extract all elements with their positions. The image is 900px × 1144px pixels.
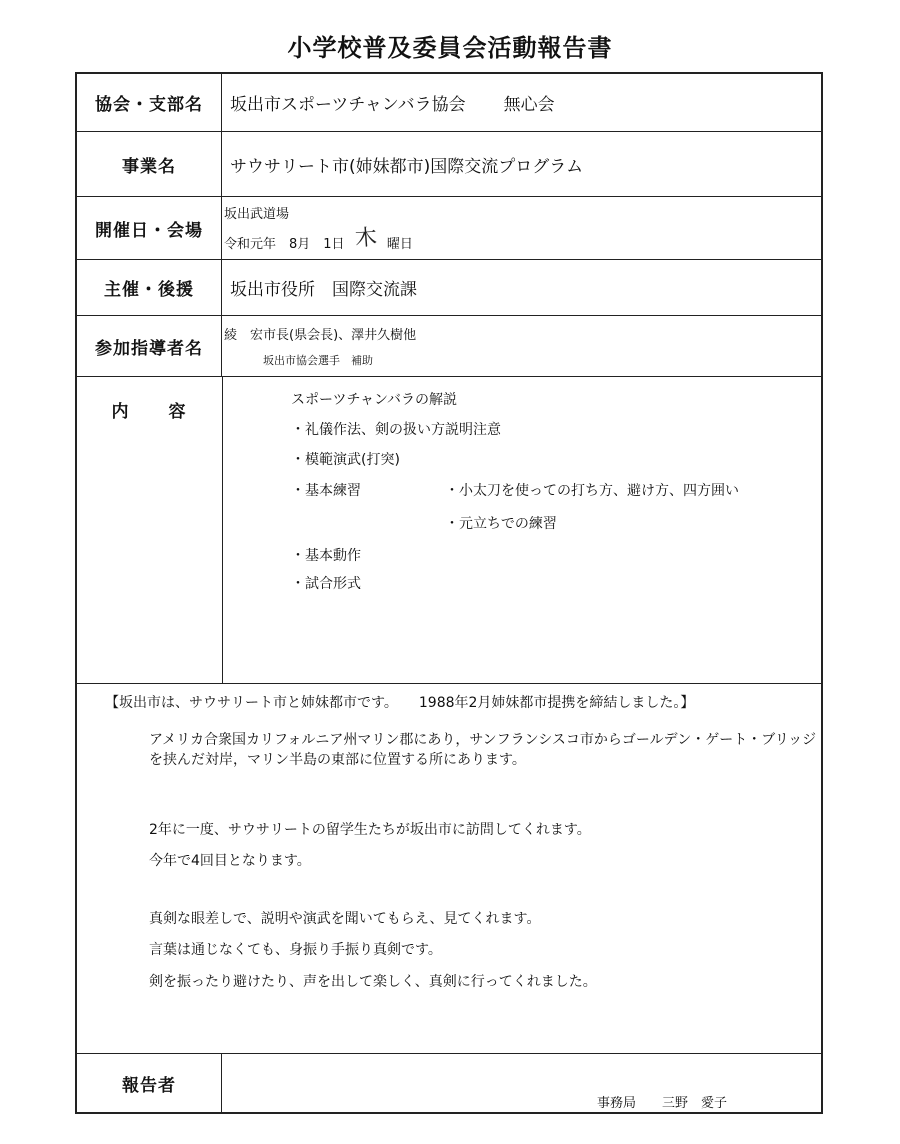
instructors-line1: 綾 宏市長(県会長)、澤井久樹他: [224, 328, 417, 343]
date-venue-label: 開催日・会場: [77, 197, 222, 259]
row-content: [77, 377, 821, 684]
association-label: 協会・支部名: [77, 74, 222, 131]
row-date-venue: [77, 197, 821, 260]
note-line: 言葉は通じなくても、身振り手振り真剣です。: [149, 942, 442, 958]
note-line: アメリカ合衆国カリフォルニア州マリン郡にあり，サンフランシスコ市からゴールデン・ゲート・ブリッジ: [149, 732, 817, 748]
content-item: ・模範演武(打突): [291, 452, 400, 468]
note-line: を挟んだ対岸，マリン半島の東部に位置する所にあります。: [149, 752, 526, 768]
row-instructors: [77, 316, 821, 377]
note-line: 今年で4回目となります。: [149, 853, 311, 869]
association-value: [230, 74, 555, 131]
content-item: ・礼儀作法、剣の扱い方説明注意: [291, 422, 501, 438]
sponsor-value: 坂出市役所 国際交流課: [230, 280, 417, 300]
content-divider: [222, 377, 223, 683]
date-text: 令和元年 8月 1日: [224, 237, 345, 252]
content-label: 内 容: [111, 402, 188, 422]
weekday-handwritten: 木: [353, 225, 378, 252]
content-item: ・基本練習: [291, 483, 361, 499]
note-line: 剣を振ったり避けたり、声を出して楽しく、真剣に行ってくれました。: [149, 974, 597, 990]
instructors-label: 参加指導者名: [77, 316, 222, 376]
report-form: [75, 72, 823, 1114]
content-item: ・基本動作: [291, 548, 361, 564]
weekday-suffix: 曜日: [386, 237, 413, 252]
content-item: ・試合形式: [291, 576, 361, 592]
sponsor-label: 主催・後援: [77, 260, 222, 315]
venue-value: 坂出武道場: [224, 207, 290, 222]
row-program: [77, 132, 821, 197]
row-association: [77, 74, 821, 132]
instructors-line2: 坂出市協会選手 補助: [263, 354, 373, 367]
reporter-label: 報告者: [77, 1054, 222, 1112]
association-name: 坂出市スポーツチャンバラ協会: [230, 95, 466, 115]
association-branch: 無心会: [503, 95, 555, 115]
content-item: ・小太刀を使っての打ち方、避け方、四方囲い: [445, 483, 739, 499]
row-sponsor: [77, 260, 821, 316]
date-value: [224, 225, 413, 252]
page-title: 小学校普及委員会活動報告書: [287, 34, 613, 62]
program-value: サウサリート市(姉妹都市)国際交流プログラム: [230, 156, 584, 177]
note-line: 【坂出市は、サウサリート市と姉妹都市です。 1988年2月姉妹都市提携を締結しました。】: [105, 695, 695, 711]
content-item: スポーツチャンバラの解説: [291, 392, 458, 408]
program-label: 事業名: [77, 132, 222, 196]
content-item: ・元立ちでの練習: [445, 516, 557, 532]
row-reporter: [77, 1054, 821, 1112]
reporter-value: 事務局 三野 愛子: [597, 1096, 728, 1111]
note-line: 真剣な眼差しで、説明や演武を聞いてもらえ、見てくれます。: [149, 911, 541, 927]
notes-section: [77, 684, 821, 1054]
note-line: 2年に一度、サウサリートの留学生たちが坂出市に訪問してくれます。: [149, 822, 591, 838]
